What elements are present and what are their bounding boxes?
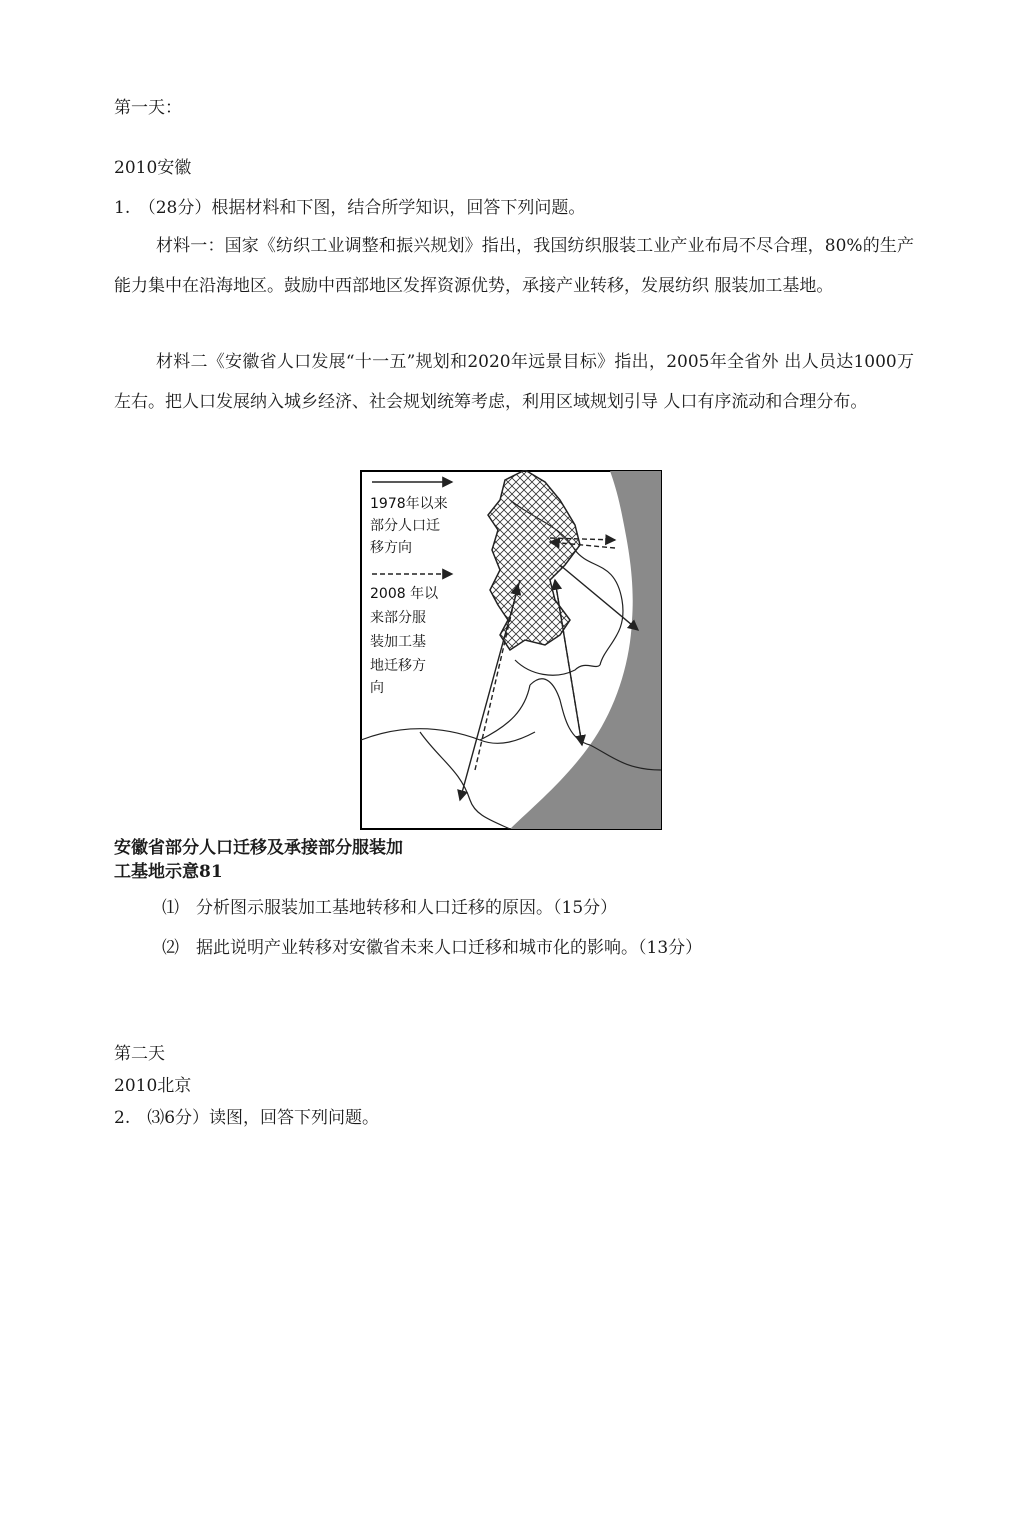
legend-solid-line-1: 1978年以来: [370, 496, 448, 512]
migration-map: [360, 470, 662, 830]
map-caption-line-1: 安徽省部分人口迁移及承接部分服装加: [114, 838, 403, 858]
question-1: 1. （28分）根据材料和下图，结合所学知识，回答下列问题。: [114, 198, 586, 218]
legend-solid-line-3: 移方向: [370, 540, 412, 556]
legend-dashed-line-5: 向: [370, 680, 384, 696]
map-figure: [360, 470, 662, 830]
legend-dashed-line-2: 来部分服: [370, 610, 426, 626]
day1-source: 2010安徽: [114, 158, 192, 178]
legend-solid-line-2: 部分人口迁: [370, 518, 440, 534]
sub-question-1: ⑴ 分析图示服装加工基地转移和人口迁移的原因。（15分）: [162, 898, 618, 918]
day2-heading: 第二天: [114, 1044, 165, 1064]
sub-question-2: ⑵ 据此说明产业转移对安徽省未来人口迁移和城市化的影响。（13分）: [162, 938, 703, 958]
legend-dashed-line-3: 装加工基: [370, 634, 426, 650]
material-2: 材料二《安徽省人口发展“十一五”规划和2020年远景目标》指出，2005年全省外 出人员达1000万左右。把人口发展纳入城乡经济、社会规划统筹考虑，利用区域规划引导 人口有序流动和合理分布。: [114, 352, 914, 412]
map-caption-line-2: 工基地示意81: [114, 862, 223, 882]
day2-source: 2010北京: [114, 1076, 192, 1096]
legend-dashed-line-1: 2008 年以: [370, 586, 439, 602]
question-2: 2. ⑶6分）读图，回答下列问题。: [114, 1108, 380, 1128]
material-1: 材料一：国家《纺织工业调整和振兴规划》指出，我国纺织服装工业产业布局不尽合理，80%的生产能力集中在沿海地区。鼓励中西部地区发挥资源优势，承接产业转移，发展纺织 服装加工基地。: [114, 236, 914, 296]
legend-dashed-line-4: 地迁移方: [370, 658, 426, 674]
day1-heading: 第一天：: [114, 98, 182, 118]
